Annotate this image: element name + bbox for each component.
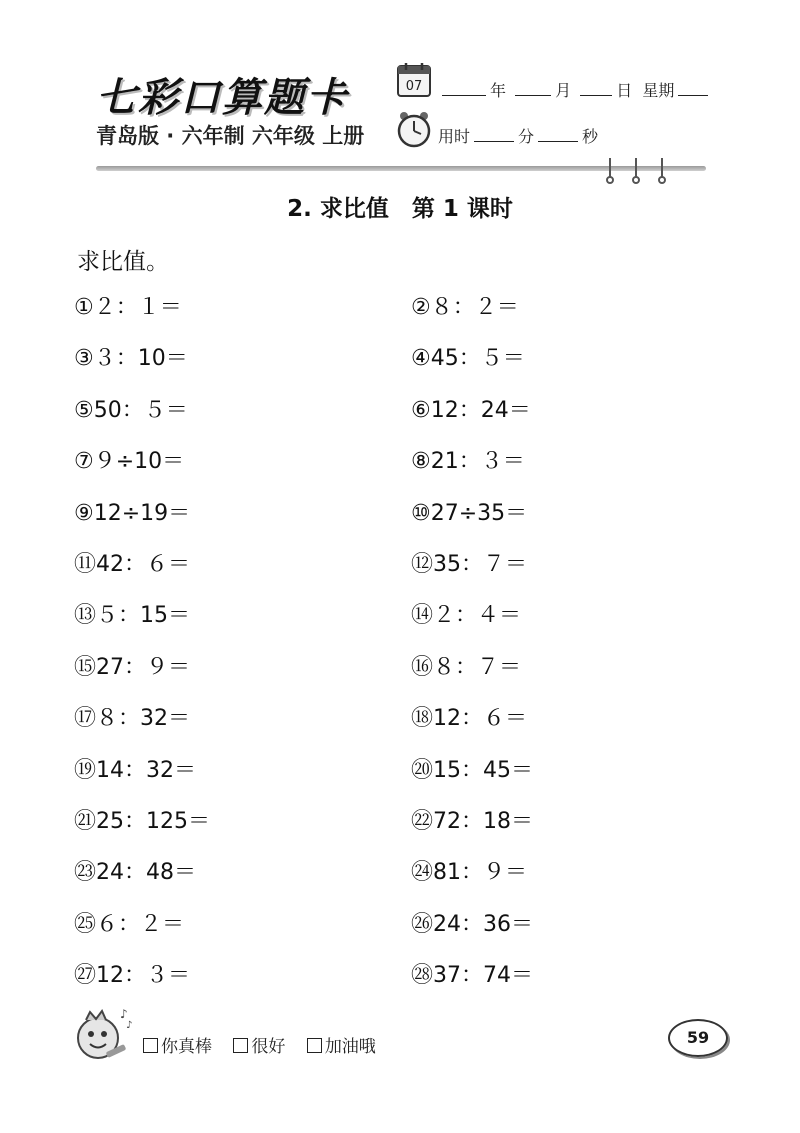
- clock-icon: [396, 110, 432, 148]
- problem-item: ⑰８：32＝: [74, 706, 190, 732]
- problem-item: ⑬５：15＝: [74, 603, 190, 629]
- problem-item: ⑦９÷10＝: [74, 449, 185, 475]
- problem-item: ②８：２＝: [411, 295, 519, 320]
- problem-item: ⑩27÷35＝: [411, 500, 528, 526]
- problem-item: ⑪42：６＝: [74, 551, 190, 577]
- svg-text:♪: ♪: [120, 1007, 128, 1021]
- checkbox-icon[interactable]: [307, 1038, 322, 1053]
- time-used-label: 用时: [438, 127, 471, 146]
- binder-rings-icon: [600, 156, 672, 184]
- problem-item: ㉒72：18＝: [411, 808, 533, 834]
- eval-option-great[interactable]: 你真棒: [143, 1037, 212, 1057]
- problem-item: ⑳15：45＝: [411, 757, 533, 783]
- problem-item: ㉖24：36＝: [411, 911, 533, 937]
- calendar-day: 07: [405, 79, 423, 94]
- page-number: 59: [668, 1019, 728, 1057]
- problem-item: ㉕６：２＝: [74, 911, 185, 937]
- svg-text:♪: ♪: [126, 1020, 133, 1031]
- problem-item: ⑲14：32＝: [74, 757, 196, 783]
- edition-label: 青岛版 · 六年制 六年级 上册: [96, 124, 365, 148]
- problem-item: ⑨12÷19＝: [74, 500, 191, 526]
- problem-item: ⑧21：３＝: [411, 449, 525, 475]
- problem-item: ⑭２：４＝: [411, 603, 522, 629]
- self-evaluation: [143, 1032, 392, 1057]
- eval-option-try-harder[interactable]: 加油哦: [307, 1037, 376, 1057]
- problem-item: ⑮27：９＝: [74, 654, 190, 680]
- problem-item: ④45：５＝: [411, 346, 525, 372]
- problem-item: ㉘37：74＝: [411, 963, 533, 989]
- month-label: 月: [555, 81, 572, 100]
- problem-item: ⑱12：６＝: [411, 706, 527, 732]
- brand-logo: 七彩口算题卡: [96, 75, 348, 121]
- seconds-label: 秒: [582, 127, 599, 146]
- checkbox-icon[interactable]: [143, 1038, 158, 1053]
- weekday-label: 星期: [642, 81, 675, 100]
- problem-item: ③３：10＝: [74, 346, 188, 372]
- problem-grid: [74, 288, 734, 1007]
- problem-item: ⑥12：24＝: [411, 397, 531, 423]
- instruction-text: 求比值。: [77, 249, 169, 275]
- problem-item: ㉓24：48＝: [74, 860, 196, 886]
- date-fill-line[interactable]: [438, 78, 712, 101]
- checkbox-icon[interactable]: [233, 1038, 248, 1053]
- problem-item: ㉗12：３＝: [74, 963, 190, 989]
- problem-item: ㉑25：125＝: [74, 808, 210, 834]
- time-fill-line[interactable]: [438, 124, 598, 147]
- day-label: 日: [616, 81, 633, 100]
- calendar-icon: [396, 62, 432, 98]
- minutes-label: 分: [518, 127, 535, 146]
- mascot-icon: [72, 1006, 134, 1070]
- page-title: 2. 求比值 第 1 课时: [287, 196, 513, 222]
- year-label: 年: [490, 81, 507, 100]
- problem-item: ⑯８：７＝: [411, 654, 522, 680]
- eval-option-good[interactable]: 很好: [233, 1037, 285, 1057]
- problem-item: ⑤50：５＝: [74, 397, 188, 423]
- problem-item: ⑫35：７＝: [411, 551, 527, 577]
- problem-item: ㉔81：９＝: [411, 860, 527, 886]
- problem-item: ①２：１＝: [74, 295, 182, 320]
